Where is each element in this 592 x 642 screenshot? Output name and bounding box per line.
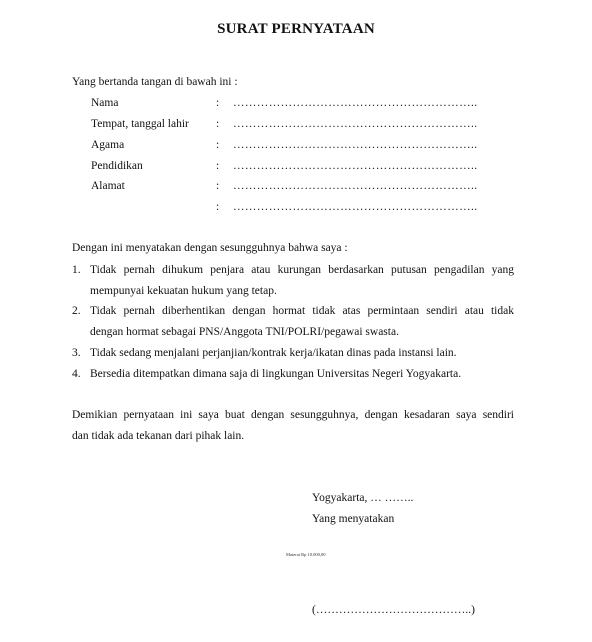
field-blank-line: …………………………………………………….. <box>233 97 478 109</box>
field-blank-line: …………………………………………………….. <box>233 180 478 192</box>
closing-paragraph-line: dan tidak ada tekanan dari pihak lain. <box>72 430 245 442</box>
list-item-text: Tidak pernah diberhentikan dengan hormat tidak atas permintaan sendiri atau tidak <box>90 305 514 317</box>
field-colon: : <box>216 139 220 151</box>
field-label-tempat-tanggal-lahir: Tempat, tanggal lahir <box>91 118 189 130</box>
signature-name-line: (…………………………………..) <box>312 604 475 616</box>
declarant-label: Yang menyatakan <box>312 513 395 525</box>
field-label-nama: Nama <box>91 97 119 109</box>
field-label-agama: Agama <box>91 139 125 151</box>
field-label-alamat: Alamat <box>91 180 125 192</box>
list-item-number: 4. <box>72 368 81 380</box>
field-blank-line: …………………………………………………….. <box>233 201 478 213</box>
list-item-number: 3. <box>72 347 81 359</box>
closing-paragraph-line: Demikian pernyataan ini saya buat dengan sesungguhnya, dengan kesadaran saya sendiri <box>72 409 514 421</box>
list-item-text: dengan hormat sebagai PNS/Anggota TNI/POLRI/pegawai swasta. <box>90 326 399 338</box>
field-colon: : <box>216 97 220 109</box>
intro-text: Yang bertanda tangan di bawah ini : <box>72 76 238 88</box>
statement-intro: Dengan ini menyatakan dengan sesungguhnya bahwa saya : <box>72 242 348 254</box>
list-item-text: Tidak pernah dihukum penjara atau kurungan berdasarkan putusan pengadilan yang <box>90 264 514 276</box>
field-blank-line: …………………………………………………….. <box>233 139 478 151</box>
materai-note: Materai Rp 10.000,00 <box>286 552 326 557</box>
field-colon: : <box>216 118 220 130</box>
field-colon: : <box>216 180 220 192</box>
document-title: SURAT PERNYATAAN <box>217 21 375 37</box>
list-item-text: mempunyai kekuatan hukum yang tetap. <box>90 285 277 297</box>
list-item-text: Tidak sedang menjalani perjanjian/kontrak kerja/ikatan dinas pada instansi lain. <box>90 347 457 359</box>
list-item-number: 1. <box>72 264 81 276</box>
field-blank-line: …………………………………………………….. <box>233 118 478 130</box>
field-colon: : <box>216 201 220 213</box>
list-item-text: Bersedia ditempatkan dimana saja di lingkungan Universitas Negeri Yogyakarta. <box>90 368 462 380</box>
field-blank-line: …………………………………………………….. <box>233 160 478 172</box>
field-label-pendidikan: Pendidikan <box>91 160 143 172</box>
list-item-number: 2. <box>72 305 81 317</box>
place-date: Yogyakarta, … …….. <box>312 492 414 504</box>
field-colon: : <box>216 160 220 172</box>
